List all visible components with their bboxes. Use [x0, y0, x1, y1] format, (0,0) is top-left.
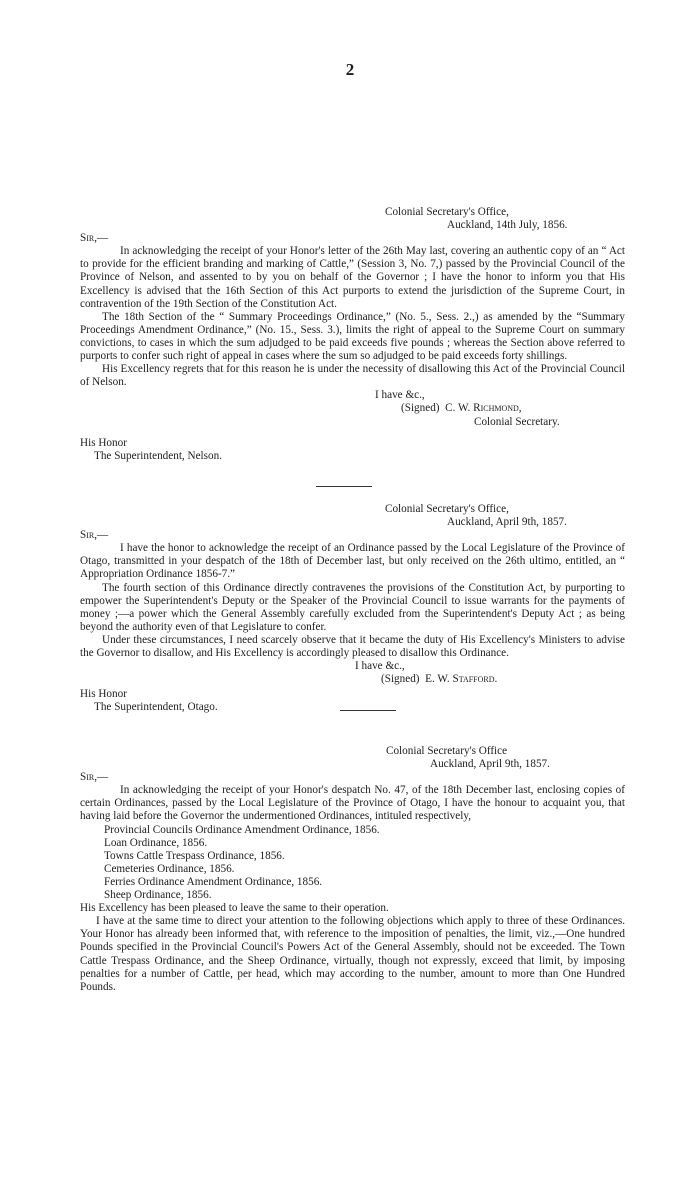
- office-line: Colonial Secretary's Office,: [385, 503, 509, 515]
- date-line: Auckland, April 9th, 1857.: [447, 516, 567, 529]
- signature-block: [375, 389, 625, 428]
- paragraph: Under these circumstances, I need scarcely observe that it became the duty of His Excellency's Ministers to advise the Governor to disallow, and His Excellency is accordingly pleased to disallow this Ordinance.: [80, 633, 625, 660]
- recipient-line: His Honor: [80, 688, 127, 701]
- signed-line: [381, 673, 625, 686]
- list-item: Loan Ordinance, 1856.: [104, 836, 208, 849]
- paragraph: His Excellency regrets that for this reason he is under the necessity of disallowing this Act of the Provincial Council of Nelson.: [80, 363, 625, 389]
- paragraph: His Excellency has been pleased to leave the same to their operation.: [80, 902, 389, 915]
- letter-nelson: [80, 206, 625, 463]
- signed-line: [401, 402, 625, 415]
- divider-rule: [316, 486, 372, 487]
- office-line: Colonial Secretary's Office,: [385, 206, 509, 218]
- letter-heading: [386, 745, 625, 771]
- closing: I have &c.,: [375, 389, 425, 402]
- paragraph: The 18th Section of the “ Summary Proceedings Ordinance,” (No. 5., Sess. 2.,) as amended by the “Summary Proceedings Amendment Ordinance,” (No. 15., Sess. 3.), limits the right of appeal to the Supreme Court on summary convictions, to cases in which the sum adjudged to be paid exceeds five pounds ; whereas the Section above referred to purports to confer such right of appeal in cases where the sum so adjudged to be paid exceeds forty shillings.: [80, 310, 625, 363]
- paragraph: I have at the same time to direct your attention to the following objections which apply to three of these Ordinances. Your Honor has already been informed that, with reference to the imposition of penalties, the limit, viz.,—One hundred Pounds specified in the Provincial Council's Powers Act of the General Assembly, should not be exceeded. The Town Cattle Trespass Ordinance, and the Sheep Ordinance, virtually, though not expressly, exceed that limit, by imposing penalties for a number of Cattle, per head, which may according to the number, amount to more than One Hundred Pounds.: [80, 915, 625, 993]
- letter-otago-appropriation: [80, 503, 625, 715]
- recipient-line: His Honor: [80, 436, 127, 449]
- list-item: Provincial Councils Ordinance Amendment Ordinance, 1856.: [104, 823, 380, 836]
- date-line: Auckland, April 9th, 1857.: [430, 758, 550, 771]
- divider-rule: [340, 710, 396, 711]
- letter-heading: [385, 503, 625, 529]
- closing: I have &c.,: [355, 660, 405, 673]
- list-item: Ferries Ordinance Amendment Ordinance, 1856.: [104, 875, 323, 888]
- office-line: Colonial Secretary's Office: [386, 745, 508, 757]
- paragraph: In acknowledging the receipt of your Honor's letter of the 26th May last, covering an authentic copy of an “ Act to provide for the efficient branding and marking of Cattle,” (Session 3, No. 7,) passed by the Provincial Council of the Province of Nelson, and assented to by you on behalf of the Governor ; I have the honor to inform you that His Excellency is advised that the 16th Section of this Act purports to extend the jurisdiction of the Supreme Court, in contravention of the 19th Section of the Constitution Act.: [80, 245, 625, 310]
- signed-prefix: (Signed): [401, 402, 440, 415]
- page-number: 2: [345, 60, 355, 79]
- paragraph: In acknowledging the receipt of your Honor's despatch No. 47, of the 18th December last, enclosing copies of certain Ordinances, passed by the Local Legislature of the Province of Otago, I have the honour to acquaint you, that having laid before the Governor the undermentioned Ordinances, intituled respectively,: [80, 784, 625, 823]
- recipient-line: The Superintendent, Nelson.: [94, 449, 223, 462]
- recipient-line: The Superintendent, Otago.: [94, 701, 218, 714]
- signer-name: C. W. Richmond,: [445, 402, 522, 415]
- salutation: Sir,—: [80, 529, 109, 542]
- list-item: Cemeteries Ordinance, 1856.: [104, 862, 235, 875]
- salutation: Sir,—: [80, 771, 109, 784]
- recipient: [80, 437, 625, 463]
- list-item: Towns Cattle Trespass Ordinance, 1856.: [104, 849, 285, 862]
- date-line: Auckland, 14th July, 1856.: [447, 219, 568, 232]
- paragraph: The fourth section of this Ordinance directly contravenes the provisions of the Constitution Act, by purporting to empower the Superintendent's Deputy or the Speaker of the Provincial Council to issue warrants for the payments of money ;—a power which the General Assembly carefully excluded from the Superintendent's Deputy Act ; as being beyond the authority even of that Legislature to confer.: [80, 581, 625, 633]
- signed-prefix: (Signed): [381, 673, 420, 686]
- salutation: Sir,—: [80, 232, 109, 245]
- signature-block: [355, 660, 625, 686]
- list-item: Sheep Ordinance, 1856.: [104, 889, 212, 902]
- signer-title: Colonial Secretary.: [474, 415, 560, 428]
- paragraph: I have the honor to acknowledge the receipt of an Ordinance passed by the Local Legislature of the Province of Otago, transmitted in your despatch of the 18th of December last, but only received on the 26th ultimo, entitled, an “ Appropriation Ordinance 1856-7.”: [80, 542, 625, 581]
- letter-otago-ordinances: [80, 745, 625, 994]
- ordinance-list: [104, 824, 625, 903]
- signer-name: E. W. Stafford.: [425, 673, 498, 686]
- letter-heading: [385, 206, 625, 232]
